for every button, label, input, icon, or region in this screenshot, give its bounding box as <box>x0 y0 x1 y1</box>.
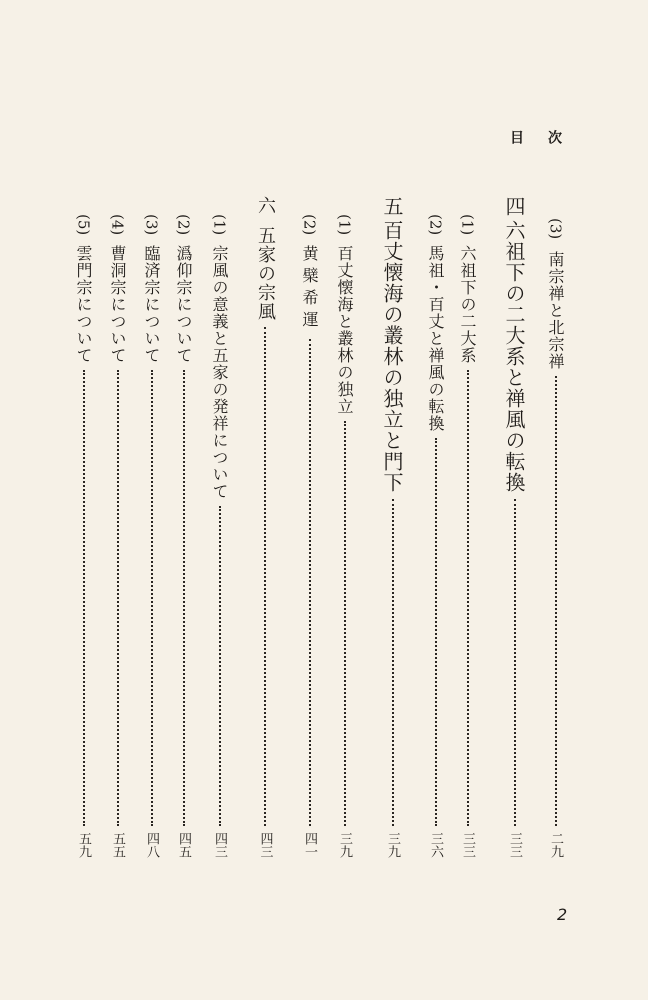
entry-title: 臨済宗について <box>142 245 161 365</box>
leader-dots <box>555 376 557 826</box>
leader-dots <box>514 499 516 826</box>
entry-marker: (4) <box>108 214 127 236</box>
entry-title: 百丈懐海と叢林の独立 <box>335 245 354 416</box>
toc-entry-shufu[interactable] <box>208 214 231 858</box>
entry-title: 六祖下の二大系 <box>458 245 477 365</box>
entry-marker: (3) <box>142 214 161 236</box>
toc-entry-hyakujo[interactable] <box>333 214 356 858</box>
entry-page: 二九 <box>548 832 563 858</box>
leader-dots <box>392 499 394 826</box>
toc-entry-rokuso[interactable] <box>456 214 479 858</box>
entry-title: 南宗禅と北宗禅 <box>546 251 565 371</box>
entry-marker: 五 <box>380 196 404 216</box>
entry-marker: (2) <box>300 214 319 236</box>
entry-page: 三三 <box>507 832 522 858</box>
entry-title: 黄檗希運 <box>300 245 319 334</box>
entry-page: 四三 <box>212 832 227 858</box>
entry-title: 馬祖・百丈と禅風の転換 <box>426 245 445 433</box>
entry-title: 雲門宗について <box>74 245 93 365</box>
entry-page: 四五 <box>176 832 191 858</box>
entry-marker: (1) <box>335 214 354 236</box>
entry-title: 潙仰宗について <box>174 245 193 365</box>
leader-dots <box>117 370 119 826</box>
entry-title: 宗風の意義と五家の発祥について <box>210 245 229 501</box>
entry-page: 四八 <box>144 832 159 858</box>
entry-page: 五五 <box>110 832 125 858</box>
leader-dots <box>344 421 346 826</box>
entry-marker: (2) <box>174 214 193 236</box>
entry-marker: (1) <box>210 214 229 236</box>
header-moku: 目 <box>508 130 524 144</box>
entry-page: 四三 <box>257 832 273 858</box>
entry-marker: 四 <box>502 196 526 216</box>
toc-entry-chapter-4[interactable] <box>500 196 529 858</box>
leader-dots <box>264 327 266 826</box>
entry-title: 五家の宗風 <box>255 226 276 321</box>
toc-entry-igyo[interactable] <box>172 214 195 858</box>
entry-title: 曹洞宗について <box>108 245 127 365</box>
toc-entry-baso[interactable] <box>424 214 447 858</box>
page-number: 2 <box>557 905 568 924</box>
entry-page: 三九 <box>385 832 400 858</box>
toc-entry-chapter-6[interactable] <box>252 196 278 858</box>
leader-dots <box>309 339 311 826</box>
entry-marker: (5) <box>74 214 93 236</box>
entry-marker: (1) <box>458 214 477 236</box>
leader-dots <box>83 370 85 826</box>
toc-entry-chapter-5[interactable] <box>378 196 407 858</box>
leader-dots <box>467 370 469 826</box>
leader-dots <box>435 438 437 826</box>
entry-marker: (2) <box>426 214 445 236</box>
leader-dots <box>219 506 221 826</box>
header-ji: 次 <box>546 130 562 144</box>
entry-marker: 六 <box>255 196 276 214</box>
leader-dots <box>183 370 185 826</box>
toc-entry-soto[interactable] <box>106 214 129 858</box>
entry-page: 三九 <box>337 832 352 858</box>
entry-title: 六祖下の二大系と禅風の転換 <box>502 220 526 493</box>
leader-dots <box>151 370 153 826</box>
entry-page: 四一 <box>302 832 317 858</box>
entry-page: 五九 <box>76 832 91 858</box>
entry-marker: (3) <box>546 218 565 240</box>
toc-entry-nanshuzen[interactable] <box>544 218 567 858</box>
toc-entry-obaku[interactable] <box>298 214 321 858</box>
entry-page: 三六 <box>428 832 443 858</box>
toc-entry-rinzai[interactable] <box>140 214 163 858</box>
toc-entry-unmon[interactable] <box>72 214 95 858</box>
entry-page: 三三 <box>460 832 475 858</box>
entry-title: 百丈懐海の叢林の独立と門下 <box>380 220 404 493</box>
